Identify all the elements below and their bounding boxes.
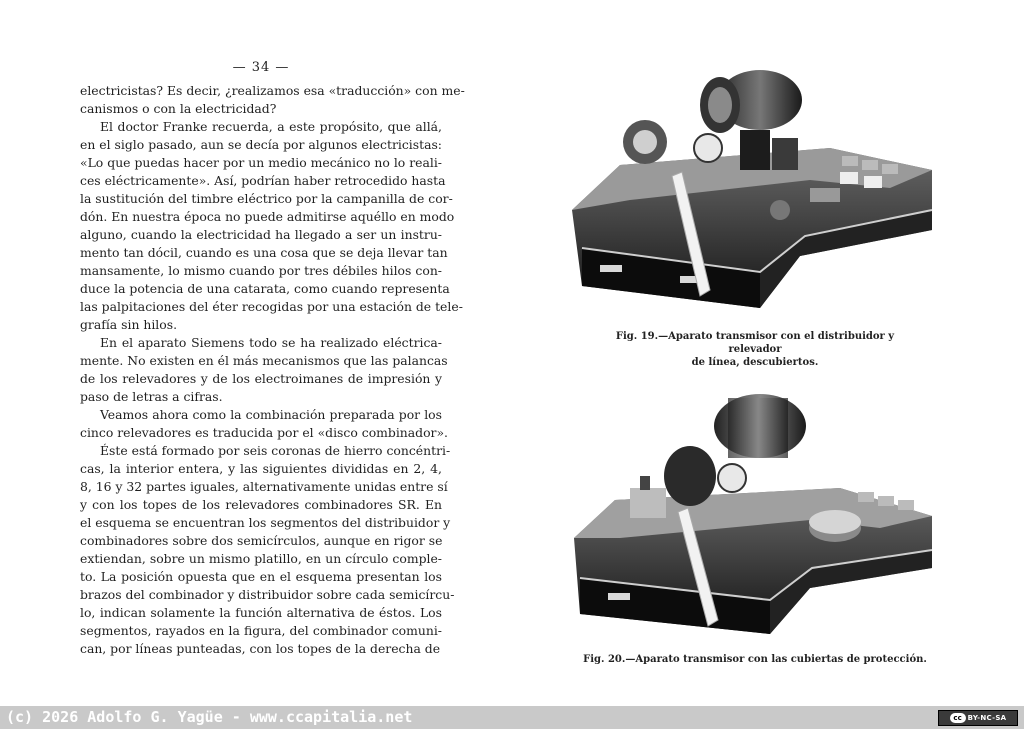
- text-line: combinadores sobre dos semicírculos, aunque en rigor se: [80, 533, 443, 548]
- text-line: la sustitución del timbre eléctrico por la campanilla de cor-: [80, 191, 453, 206]
- paragraph: [80, 406, 448, 442]
- text-line: cinco relevadores es traducida por el «disco combinador».: [80, 425, 448, 440]
- text-line: en el siglo pasado, aun se decía por algunos electricistas:: [80, 137, 442, 152]
- footer-bar: [0, 706, 1024, 729]
- text-line: to. La posición opuesta que en el esquema presentan los: [80, 569, 442, 584]
- license-badge[interactable]: [938, 710, 1018, 726]
- text-line: canismos o con la electricidad?: [80, 101, 277, 116]
- text-line: cas, la interior entera, y las siguientes divididas en 2, 4,: [80, 461, 442, 476]
- text-line: grafía sin hilos.: [80, 317, 178, 332]
- text-line: duce la potencia de una catarata, como cuando representa: [80, 281, 450, 296]
- right-page: [560, 60, 940, 680]
- text-line: Éste está formado por seis coronas de hierro concéntri-: [100, 443, 451, 458]
- text-line: electricistas? Es decir, ¿realizamos esa «traducción» con me-: [80, 83, 465, 98]
- text-line: brazos del combinador y distribuidor sobre cada semicírcu-: [80, 587, 455, 602]
- text-line: «Lo que puedas hacer por un medio mecánico no lo reali-: [80, 155, 442, 170]
- body-text: [80, 82, 465, 658]
- telegraph-transmitter-uncovered-icon: [560, 60, 940, 320]
- text-line: mento tan dócil, cuando es una cosa que se deja llevar tan: [80, 245, 448, 260]
- text-line: can, por líneas punteadas, con los topes de la derecha de: [80, 641, 441, 656]
- text-line: y con los topes de los relevadores combinadores SR. En: [80, 497, 442, 512]
- caption-line: Fig. 19.—Aparato transmisor con el distribuidor y relevador: [615, 331, 895, 355]
- text-line: las palpitaciones del éter recogidas por una estación de tele-: [80, 299, 463, 314]
- text-line: En el aparato Siemens todo se ha realizado eléctrica-: [100, 335, 442, 350]
- text-line: el esquema se encuentran los segmentos del distribuidor y: [80, 515, 451, 530]
- page-number: — 34 —: [232, 60, 290, 75]
- text-line: ces eléctricamente». Así, podrían haber retrocedido hasta: [80, 173, 446, 188]
- text-line: alguno, cuando la electricidad ha llegado a ser un instru-: [80, 227, 442, 242]
- text-line: extiendan, sobre un mismo platillo, en un círculo comple-: [80, 551, 442, 566]
- text-line: mente. No existen en él más mecanismos que las palancas: [80, 353, 448, 368]
- cc-icon: cc: [950, 713, 966, 723]
- license-badge-label: BY-NC-SA: [967, 714, 1007, 722]
- text-line: 8, 16 y 32 partes iguales, alternativamente unidas entre sí: [80, 479, 448, 494]
- figure-20-caption: [580, 653, 930, 666]
- text-line: El doctor Franke recuerda, a este propósito, que allá,: [100, 119, 442, 134]
- text-line: segmentos, rayados en la figura, del combinador comuni-: [80, 623, 442, 638]
- copyright-text: (c) 2026 Adolfo G. Yagüe - www.ccapitalia.net: [6, 708, 413, 726]
- paragraph: [80, 118, 463, 334]
- text-line: lo, indican solamente la función alternativa de éstos. Los: [80, 605, 442, 620]
- left-page: [80, 60, 465, 660]
- text-line: mansamente, lo mismo cuando por tres débiles hilos con-: [80, 263, 442, 278]
- figure-19-caption: [590, 330, 920, 369]
- paragraph: [80, 334, 448, 406]
- caption-line: de línea, descubiertos.: [691, 357, 819, 368]
- caption-line: Fig. 20.—Aparato transmisor con las cubiertas de protección.: [583, 654, 927, 665]
- text-line: de los relevadores y de los electroimanes de impresión y: [80, 371, 442, 386]
- paragraph: [80, 442, 455, 658]
- paragraph: [80, 82, 465, 118]
- text-line: dón. En nuestra época no puede admitirse aquéllo en modo: [80, 209, 455, 224]
- text-line: paso de letras a cifras.: [80, 389, 223, 404]
- text-line: Veamos ahora como la combinación preparada por los: [100, 407, 442, 422]
- telegraph-transmitter-covered-icon: [560, 388, 940, 638]
